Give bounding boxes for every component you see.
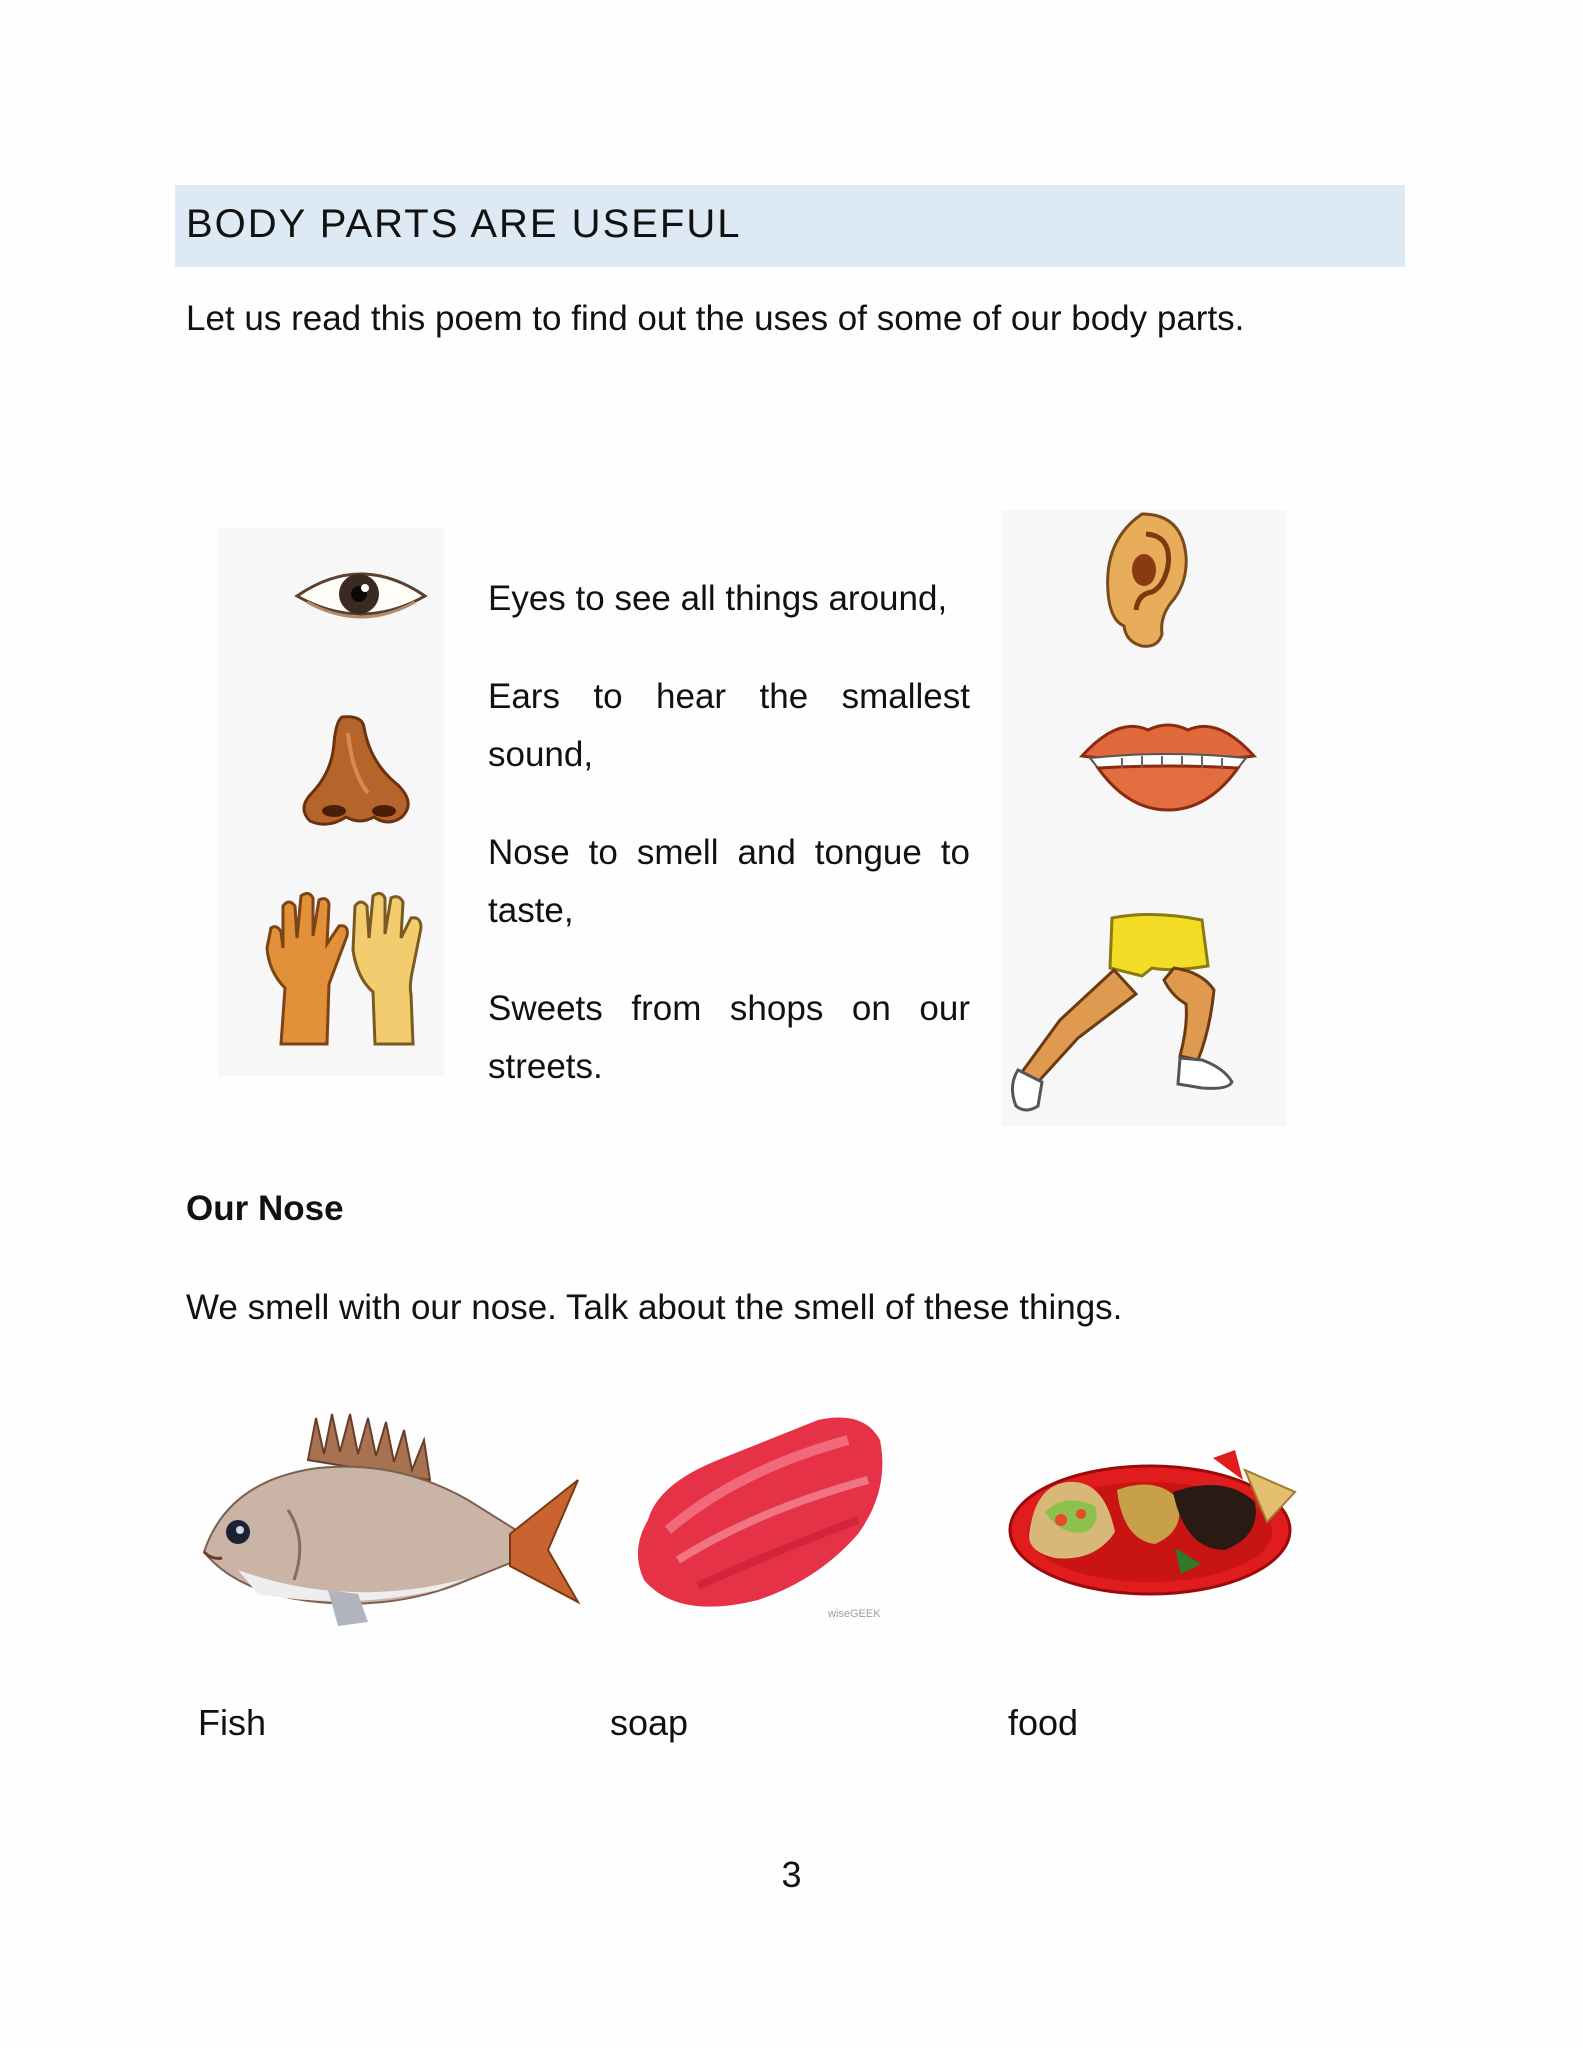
page-number: 3 xyxy=(781,1854,802,1895)
poem-line: Eyes to see all things around, xyxy=(488,579,948,618)
fish-label: Fish xyxy=(198,1702,267,1743)
fish-icon xyxy=(198,1410,580,1630)
lips-icon xyxy=(1078,710,1258,812)
eye-icon xyxy=(293,562,429,630)
ear-icon xyxy=(1102,510,1192,650)
soap-icon xyxy=(618,1410,894,1625)
right-illustration-panel xyxy=(1002,510,1286,1126)
intro-text: Let us read this poem to find out the uses of some of our body parts. xyxy=(186,299,1245,338)
nose-section-title: Our Nose xyxy=(186,1189,344,1228)
legs-icon xyxy=(1002,910,1242,1120)
poem-line: Nose to smell and tongue to taste, xyxy=(488,833,970,930)
section-heading: BODY PARTS ARE USEFUL xyxy=(186,202,742,246)
poem-line: Sweets from shops on our streets. xyxy=(488,989,970,1086)
poem-line: Ears to hear the smallest sound, xyxy=(488,677,970,774)
nose-section-text: We smell with our nose. Talk about the smell of these things. xyxy=(186,1288,1123,1327)
food-label: food xyxy=(1008,1702,1079,1743)
soap-watermark: wiseGEEK xyxy=(828,1608,881,1620)
poem xyxy=(488,570,970,1136)
hands-icon xyxy=(263,888,439,1048)
left-illustration-panel xyxy=(218,528,444,1076)
nose-icon xyxy=(298,713,414,831)
food-plate-icon xyxy=(1005,1440,1305,1600)
soap-label: soap xyxy=(610,1702,689,1743)
